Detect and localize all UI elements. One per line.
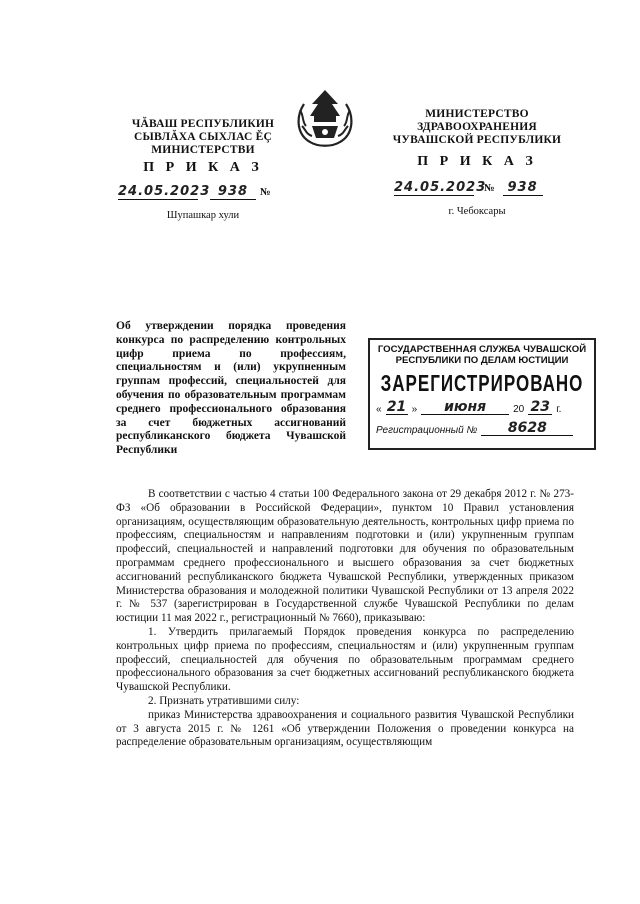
header-right-date-number bbox=[394, 178, 574, 196]
header-right-order-word: П Р И К А З bbox=[417, 154, 537, 169]
stamp-registered-label: ЗАРЕГИСТРИРОВАНО bbox=[380, 370, 584, 397]
header-left-date: 24.05.2023 bbox=[118, 184, 211, 199]
header-left-line3: МИНИСТЕРСТВИ bbox=[151, 144, 255, 156]
header-left-date-number bbox=[118, 182, 298, 200]
stamp-reg-number: 8628 bbox=[481, 421, 573, 436]
header-left-number: 938 bbox=[210, 184, 256, 200]
header-left-line1: ЧĂВАШ РЕСПУБЛИКИН bbox=[131, 118, 275, 130]
stamp-year-suffix: г. bbox=[556, 404, 562, 415]
stamp-date-row: « 21 » июня 20 23 г. bbox=[376, 399, 562, 415]
stamp-org-line1: ГОСУДАРСТВЕННАЯ СЛУЖБА ЧУВАШСКОЙ bbox=[377, 344, 587, 355]
header-left-ministry bbox=[118, 118, 288, 157]
header-right-line3: ЧУВАШСКОЙ РЕСПУБЛИКИ bbox=[392, 134, 562, 146]
header-right-ministry bbox=[392, 108, 562, 147]
stamp-org-line2: РЕСПУБЛИКИ ПО ДЕЛАМ ЮСТИЦИИ bbox=[395, 355, 569, 366]
body-paragraph-1: В соответствии с частью 4 статьи 100 Федерального закона от 29 декабря 2012 г. № 273-ФЗ «Об образовании в Российской Федерации», пунктом 10 Правил установления организациям, осуществляющим образовательную деятельность, контрольных цифр приема по профессиям, специальностям и направлениям подготовки и (или) укрупненным группам профессий, специальностей и направлений подготовки для обучения по образовательным программам среднего профессионального и высшего образования за счет бюджетных ассигнований республиканского бюджета Чувашской Республики, утвержденных приказом Министерства образования и молодежной политики Чувашской Республики от 13 апреля 2022 г. № 537 (зарегистрирован в Государственной службе Чувашской Республики по делам юстиции 11 мая 2022 г., регистрационный № 7660), приказываю: bbox=[116, 488, 574, 625]
coat-of-arms-icon bbox=[290, 86, 360, 152]
header-right-city: г. Чебоксары bbox=[448, 206, 506, 217]
header-left-order-word: П Р И К А З bbox=[143, 160, 263, 175]
body-paragraph-3: 2. Признать утратившими силу: bbox=[148, 694, 300, 707]
stamp-year: 23 bbox=[528, 400, 552, 415]
header-left-city: Шупашкар хули bbox=[166, 210, 240, 221]
header-left-line2: СЫВЛĂХА СЫХЛАС ĚÇ bbox=[134, 131, 272, 143]
registration-stamp bbox=[368, 338, 596, 450]
body-paragraph-4: приказ Министерства здравоохранения и социального развития Чувашской Республики от 3 августа 2015 г. № 1261 «Об утверждении Положения о проведении конкурса на распределение образовательным организациям, осуществляющим bbox=[116, 708, 574, 749]
header-right-date: 24.05.2023 bbox=[394, 180, 487, 195]
stamp-day: 21 bbox=[386, 399, 407, 415]
stamp-year-prefix: 20 bbox=[513, 404, 525, 415]
header-right-line1: МИНИСТЕРСТВО bbox=[425, 108, 529, 120]
document-body bbox=[116, 488, 574, 750]
header-right-line2: ЗДРАВООХРАНЕНИЯ bbox=[417, 121, 537, 133]
document-title: Об утверждении порядка проведения конкурса по распределению контрольных цифр приема по профессиям, специальностям и (или) укрупненным группам профессий, специальностей для обучения по образовательным программам среднего профессионального образования за счет бюджетных ассигнований республиканского бюджета Чувашской Республики bbox=[116, 320, 346, 457]
header-right-number: 938 bbox=[503, 180, 543, 196]
coat-of-arms-emblem bbox=[290, 86, 360, 152]
header-left-number-sign: № bbox=[260, 187, 271, 198]
stamp-reg-label: Регистрационный № bbox=[376, 425, 478, 436]
stamp-reg-row bbox=[376, 421, 588, 436]
header-right-number-sign: № bbox=[484, 183, 495, 194]
stamp-month: июня bbox=[421, 400, 509, 415]
body-paragraph-2: 1. Утвердить прилагаемый Порядок проведения конкурса по распределению контрольных цифр приема по профессиям, специальностям и (или) укрупненным группам профессий, специальностей для обучения по образовательным программам среднего профессионального образования за счет бюджетных ассигнований республиканского бюджета Чувашской Республики. bbox=[116, 625, 574, 694]
